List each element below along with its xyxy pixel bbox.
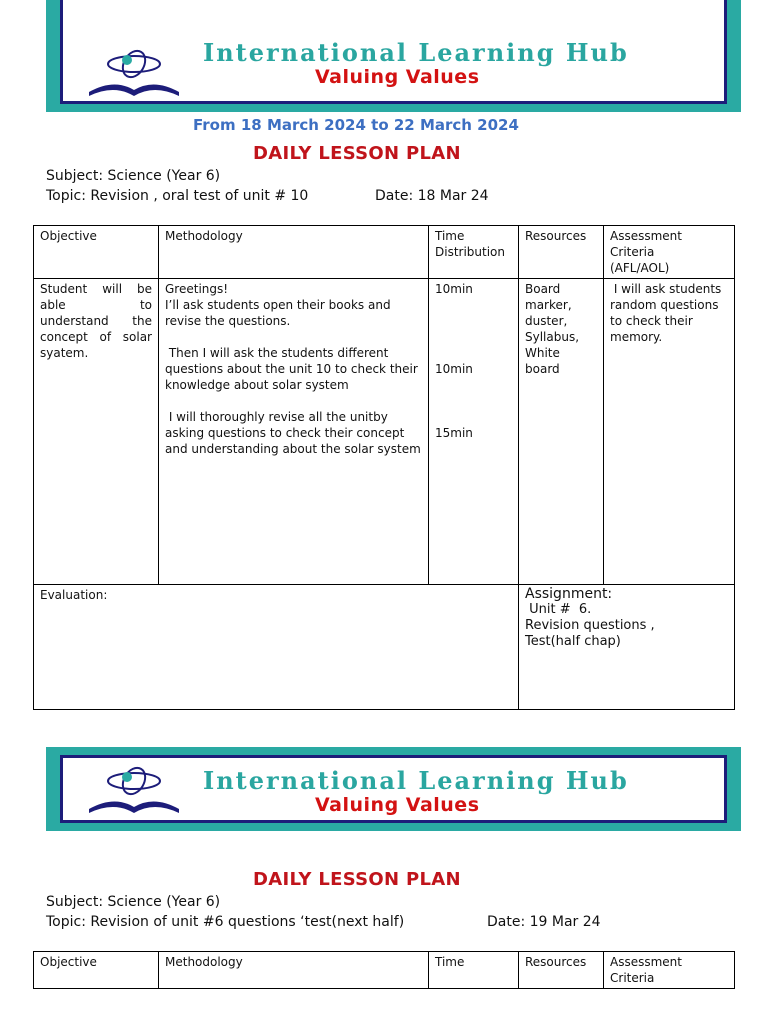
- lesson-plan-table: [33, 225, 735, 710]
- assignment-cell: Assignment: Unit # 6. Revision questions , Test(half chap): [519, 585, 735, 710]
- banner-edge-line: [738, 30, 740, 70]
- subject-line: Subject: Science (Year 6): [46, 894, 221, 910]
- objective-header: Objective: [34, 952, 159, 989]
- methodology-header: Methodology: [159, 226, 429, 279]
- evaluation-cell: Evaluation:: [34, 585, 519, 710]
- methodology-cell: Greetings! I’ll ask students open their books and revise the questions. Then I will ask the students different questions about the unit 10 to check their knowledge about solar system I will thoroughly revise all the unitby asking questions to check their concept and understanding about the solar system: [159, 279, 429, 585]
- evaluation-row: [34, 585, 735, 710]
- assignment-label: Assignment:: [525, 586, 613, 602]
- time-cell: 10min 10min 15min: [429, 279, 519, 585]
- date-line: Date: 18 Mar 24: [375, 188, 489, 204]
- tagline: Valuing Values: [315, 794, 480, 816]
- date-line: Date: 19 Mar 24: [487, 914, 601, 930]
- school-banner-top: [46, 0, 741, 112]
- page-title: DAILY LESSON PLAN: [253, 143, 461, 164]
- assessment-header: Assessment Criteria (AFL/AOL): [604, 226, 735, 279]
- resources-header: Resources: [519, 952, 604, 989]
- subject-line: Subject: Science (Year 6): [46, 168, 221, 184]
- assessment-header: Assessment Criteria: [604, 952, 735, 989]
- resources-cell: Board marker, duster, Syllabus, White board: [519, 279, 604, 585]
- table-row: [34, 279, 735, 585]
- lesson-plan-table: [33, 951, 735, 989]
- table-header-row: [34, 226, 735, 279]
- school-logo-icon: [79, 764, 189, 816]
- page-title: DAILY LESSON PLAN: [253, 869, 461, 890]
- date-range: From 18 March 2024 to 22 March 2024: [193, 116, 519, 134]
- objective-header: Objective: [34, 226, 159, 279]
- table-header-row: [34, 952, 735, 989]
- time-header: Time Distribution: [429, 226, 519, 279]
- topic-line: Topic: Revision of unit #6 questions ‘test(next half): [46, 914, 405, 930]
- resources-header: Resources: [519, 226, 604, 279]
- objective-cell: Student will be able to understand the concept of solar syatem.: [34, 279, 159, 585]
- school-banner-bottom: [46, 747, 741, 831]
- topic-line: Topic: Revision , oral test of unit # 10: [46, 188, 309, 204]
- hub-name: International Learning Hub: [203, 766, 629, 795]
- methodology-header: Methodology: [159, 952, 429, 989]
- assessment-cell: I will ask students random questions to check their memory.: [604, 279, 735, 585]
- hub-name: International Learning Hub: [203, 38, 629, 67]
- school-logo-icon: [79, 48, 189, 98]
- tagline: Valuing Values: [315, 66, 480, 88]
- time-header: Time: [429, 952, 519, 989]
